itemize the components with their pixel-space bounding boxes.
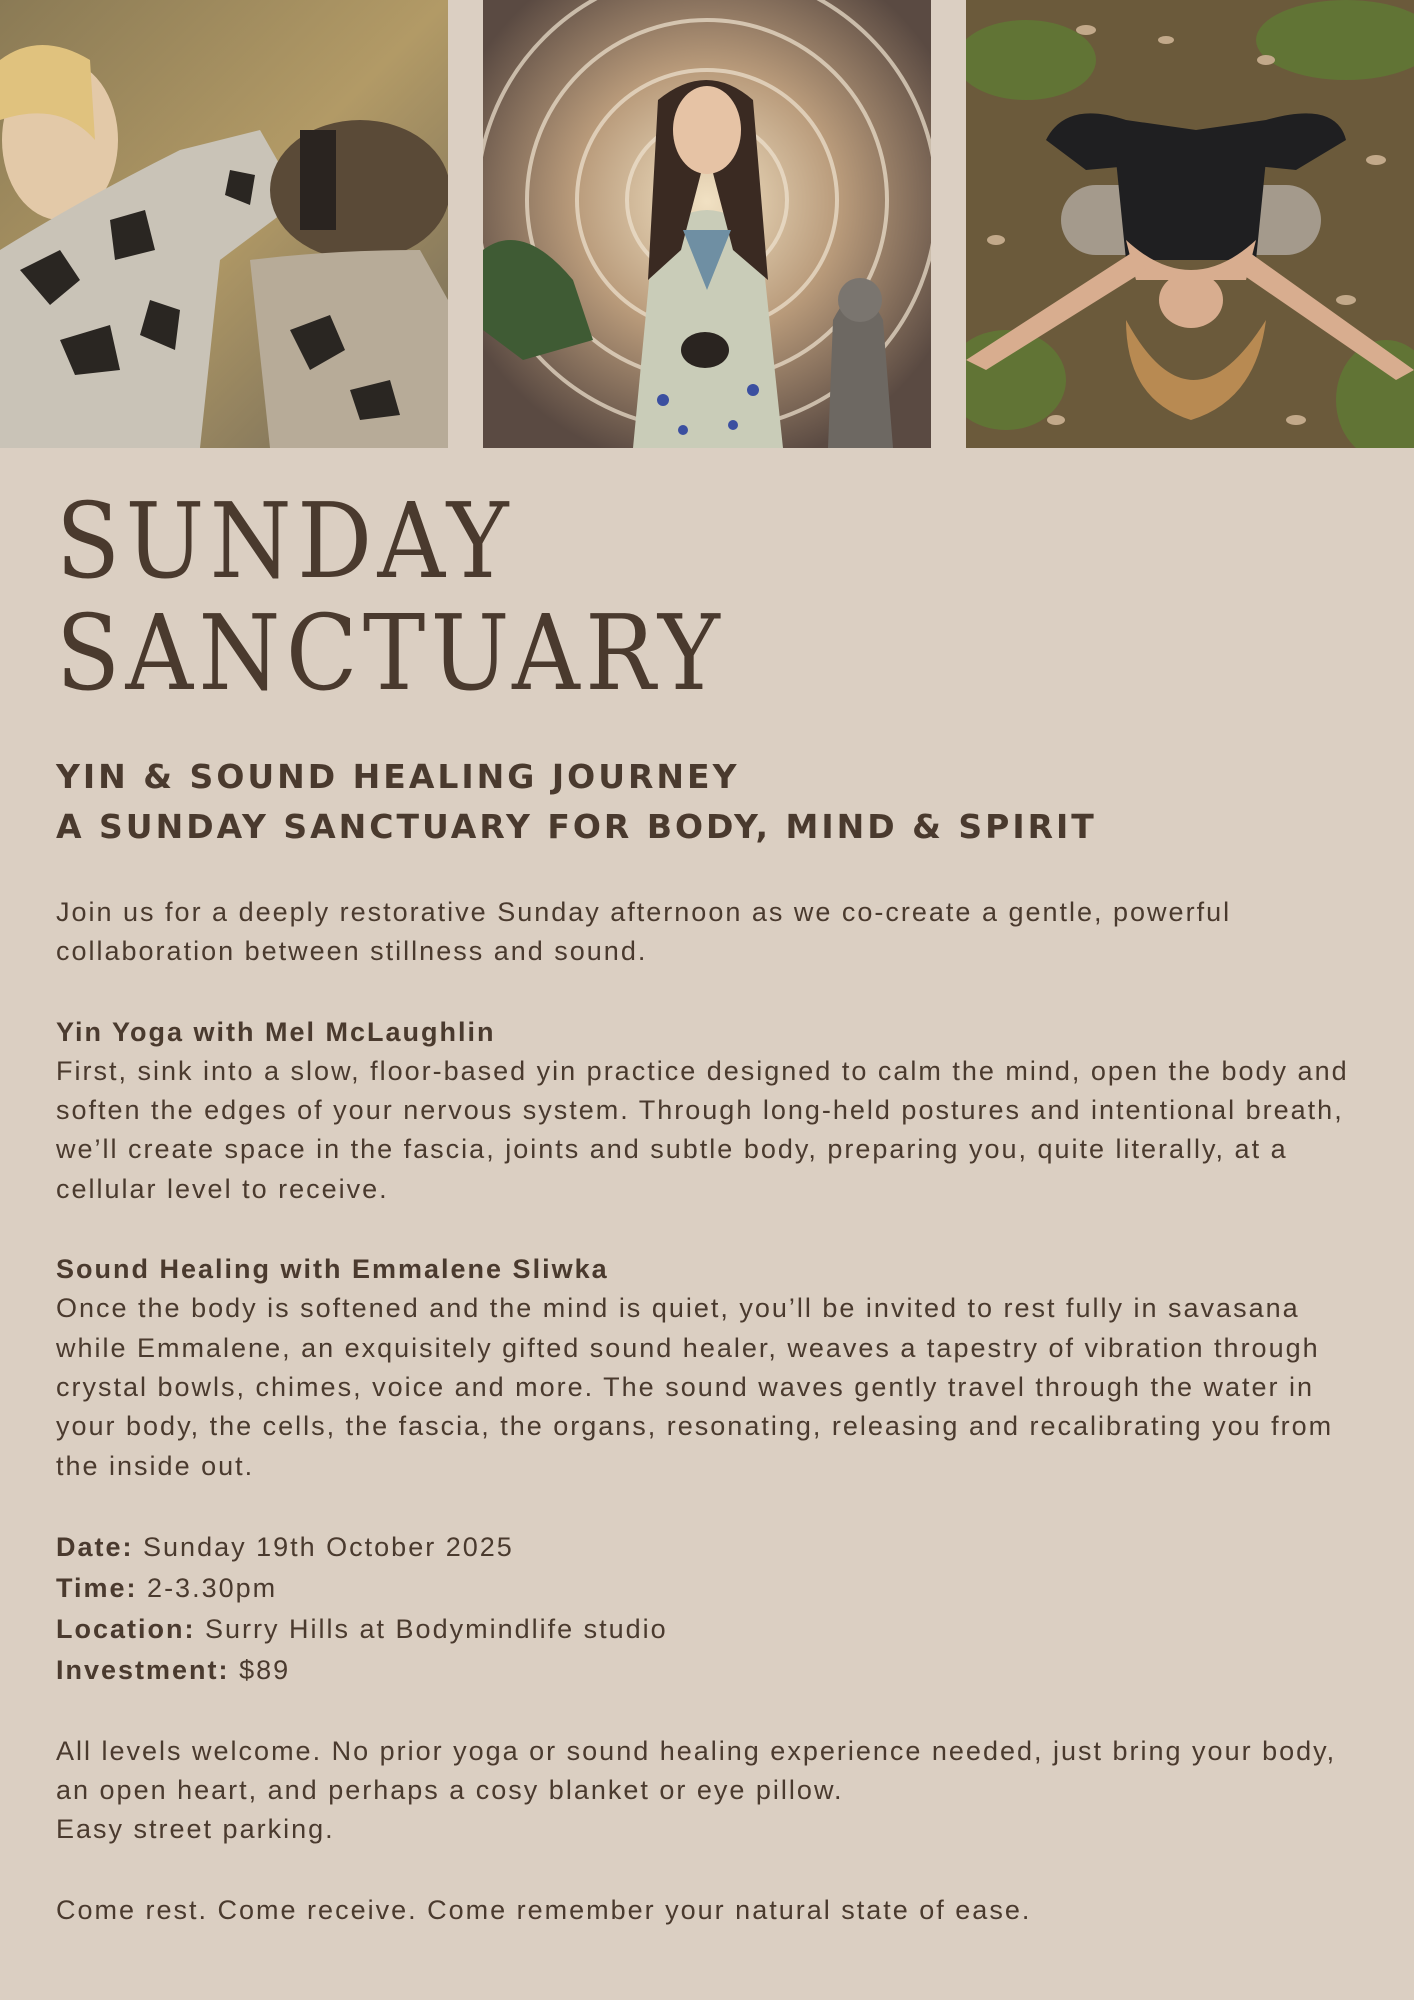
meditation-portrait-photo [483,0,931,448]
location-value: Surry Hills at Bodymindlife studio [205,1613,668,1644]
photo-strip [0,0,1414,448]
title-line-1: SUNDAY [56,480,514,602]
closing-text: Come rest. Come receive. Come remember your natural state of ease. [56,1894,1032,1925]
yin-yoga-pose-photo [966,0,1414,448]
time-row [56,1568,1376,1609]
time-value: 2-3.30pm [147,1572,278,1603]
date-row [56,1527,1376,1568]
intro-text: Join us for a deeply restorative Sunday afternoon as we co-create a gentle, powerful collaboration between stillness and sound. [56,897,1232,967]
investment-row [56,1650,1376,1691]
investment-value: $89 [239,1654,291,1685]
yin-heading: Yin Yoga with Mel McLaughlin [56,1016,496,1047]
title-line-2: SANCTUARY [56,592,726,714]
date-value: Sunday 19th October 2025 [143,1531,514,1562]
sound-heading: Sound Healing with Emmalene Sliwka [56,1254,609,1285]
event-description [56,893,1376,1930]
parking-text: Easy street parking. [56,1814,335,1845]
yin-text: First, sink into a slow, floor-based yin practice designed to calm the mind, open the body and soften the edges of your nervous system. Through long-held postures and intentional breath, we’ll create space in the fascia, joints and subtle body, preparing you, quite literally, at a cellular level to receive. [56,1055,1349,1204]
time-label: Time: [56,1572,138,1603]
investment-label: Investment: [56,1654,230,1685]
levels-text: All levels welcome. No prior yoga or sound healing experience needed, just bring your body, an open heart, and perhaps a cosy blanket or eye pillow. [56,1735,1337,1806]
subheading-line-2: A SUNDAY SANCTUARY FOR BODY, MIND & SPIRIT [56,807,1097,846]
singing-bowl-photo [0,0,448,448]
subheading-line-1: YIN & SOUND HEALING JOURNEY [56,757,740,796]
event-title [56,480,726,714]
location-row [56,1609,1376,1650]
location-label: Location: [56,1613,196,1644]
sound-text: Once the body is softened and the mind is quiet, you’ll be invited to rest fully in savasana while Emmalene, an exquisitely gifted sound healer, weaves a tapestry of vibration through crystal bowls, chimes, voice and more. The sound waves gently travel through the water in your body, the cells, the fascia, the organs, resonating, releasing and recalibrating you from the inside out. [56,1293,1334,1481]
date-label: Date: [56,1531,134,1562]
event-subheading [56,752,1097,852]
